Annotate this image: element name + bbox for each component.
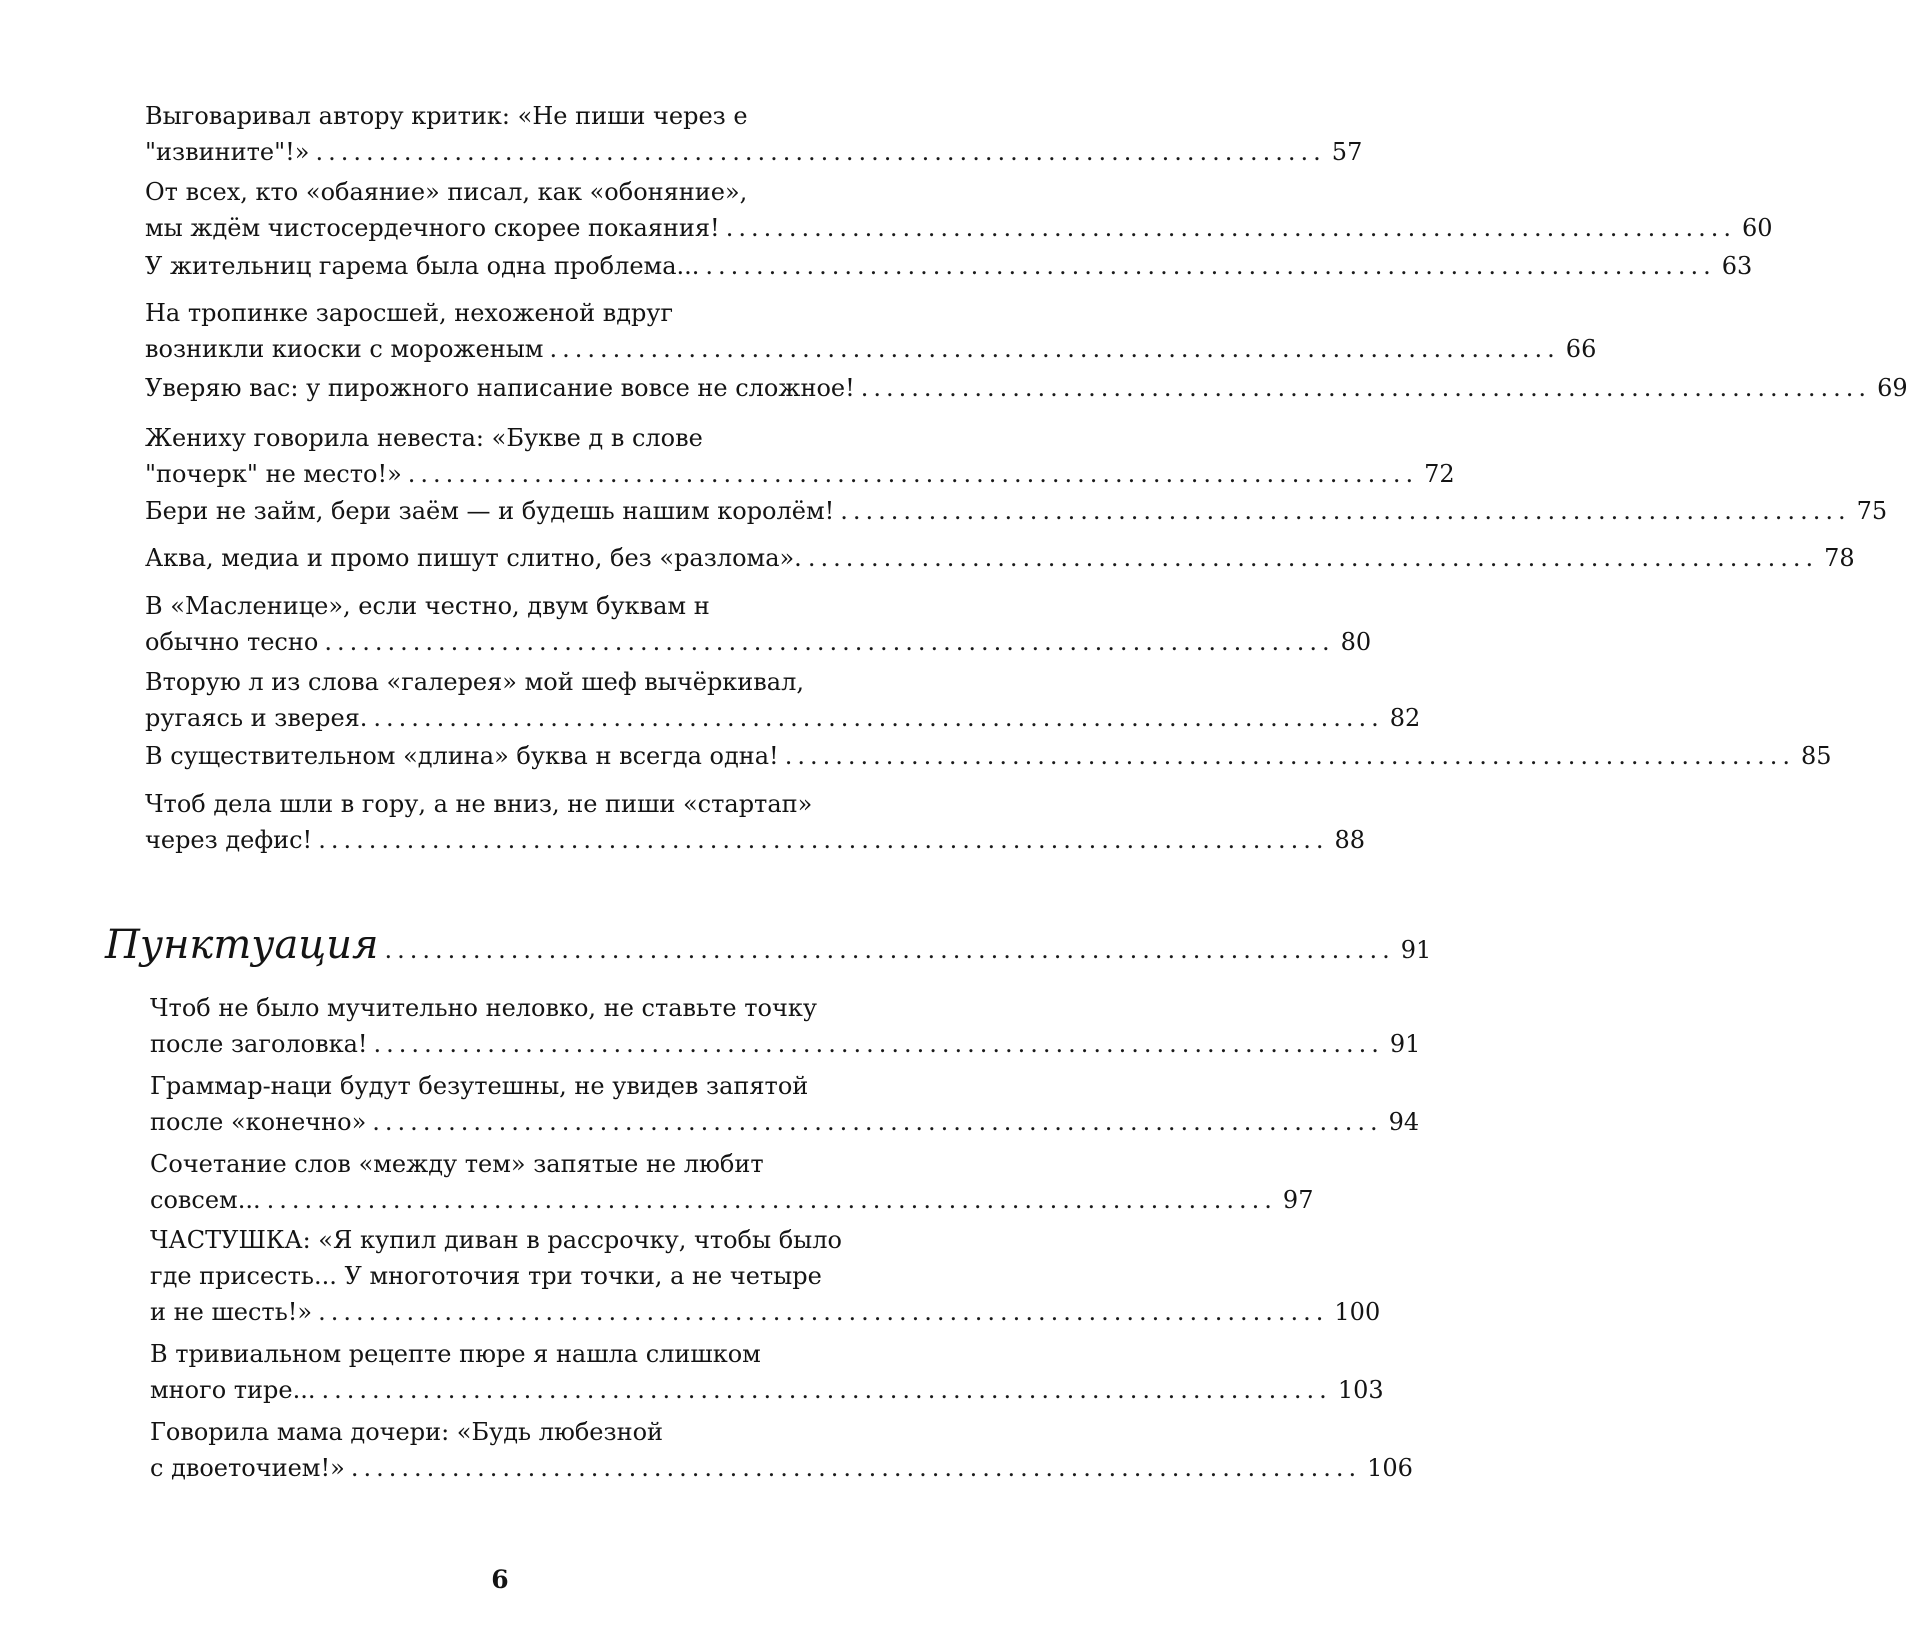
toc-page-number: 72 <box>1424 460 1455 488</box>
toc-page-number: 78 <box>1824 544 1855 572</box>
toc-entry-line: после заголовка! <box>150 1030 368 1058</box>
toc-page-number: 69 <box>1877 374 1908 402</box>
dot-leader: ................................................................................ <box>705 252 1716 280</box>
toc-entry <box>145 786 1366 858</box>
toc-page-number: 91 <box>1389 1030 1421 1058</box>
toc-entry <box>145 420 1455 492</box>
dot-leader: ................................................................................ <box>315 138 1326 166</box>
dot-leader: ................................................................................ <box>266 1186 1277 1214</box>
toc-entry <box>145 98 1363 170</box>
toc-entry <box>150 1414 1413 1486</box>
toc-page-number: 103 <box>1337 1376 1384 1404</box>
toc-entry <box>145 738 1832 774</box>
dot-leader: ................................................................................ <box>549 335 1560 363</box>
toc-entry-line: "почерк" не место!» <box>145 460 402 488</box>
toc-page-number: 88 <box>1334 826 1366 854</box>
toc-entry-line: мы ждём чистосердечного скорее покаяния! <box>145 214 720 242</box>
dot-leader: ................................................................................ <box>350 1454 1362 1482</box>
toc-entry-line: Говорила мама дочери: «Будь любезной <box>150 1418 664 1446</box>
toc-page-number: 82 <box>1389 704 1421 732</box>
toc-entry-line: много тире... <box>150 1376 316 1404</box>
toc-entry <box>145 493 1888 529</box>
toc-page-number: 106 <box>1367 1454 1413 1482</box>
dot-leader: ................................................................................ <box>784 742 1796 770</box>
toc-entry-line: с двоеточием!» <box>150 1454 345 1482</box>
toc-page-number: 94 <box>1388 1108 1420 1136</box>
toc-page-number: 75 <box>1856 497 1888 525</box>
dot-leader: ................................................................................ <box>372 1108 1383 1136</box>
toc-entry-line: Уверяю вас: у пирожного написание вовсе не сложное! <box>145 374 855 402</box>
dot-leader: ................................................................................ <box>840 497 1851 525</box>
toc-entry <box>145 248 1753 284</box>
toc-entry-line: Вторую л из слова «галерея» мой шеф вычёркивал, <box>145 668 804 696</box>
toc-page-number: 57 <box>1331 138 1363 166</box>
toc-entry-line: где присесть... У многоточия три точки, а не четыре <box>150 1262 822 1290</box>
toc-page-number: 100 <box>1334 1298 1381 1326</box>
toc-page-number: 85 <box>1801 742 1832 770</box>
dot-leader: ................................................................................ <box>725 214 1737 242</box>
toc-entry <box>150 1068 1420 1140</box>
toc-entry-line: после «конечно» <box>150 1108 367 1136</box>
toc-entry-line: ругаясь и зверея. <box>145 704 368 732</box>
toc-entry-line: Граммар-наци будут безутешны, не увидев запятой <box>150 1072 809 1100</box>
toc-entry-line: Чтоб не было мучительно неловко, не ставьте точку <box>150 994 817 1022</box>
dot-leader: ................................................................................ <box>860 374 1872 402</box>
toc-page-number: 80 <box>1340 628 1372 656</box>
toc-entry-line: через дефис! <box>145 826 313 854</box>
toc-entry <box>150 1336 1384 1408</box>
footer-page-number: 6 <box>491 1565 509 1594</box>
toc-entry-line: "извините"!» <box>145 138 310 166</box>
section-title: Пунктуация <box>105 922 379 968</box>
toc-entry <box>145 370 1908 406</box>
dot-leader: ................................................................................ <box>407 460 1419 488</box>
toc-entry-line: обычно тесно <box>145 628 319 656</box>
section-heading <box>105 920 1432 975</box>
toc-entry-line: В существительном «длина» буква н всегда одна! <box>145 742 779 770</box>
toc-entry <box>150 1146 1314 1218</box>
toc-entry-line: Сочетание слов «между тем» запятые не любит <box>150 1150 764 1178</box>
toc-entry-line: На тропинке заросшей, нехоженой вдруг <box>145 299 674 327</box>
toc-entry-line: Чтоб дела шли в гору, а не вниз, не пиши «стартап» <box>145 790 813 818</box>
toc-entry <box>145 540 1855 576</box>
toc-page-number: 60 <box>1742 214 1773 242</box>
toc-entry <box>145 295 1597 367</box>
toc-entry-line: ЧАСТУШКА: «Я купил диван в рассрочку, чтобы было <box>150 1226 842 1254</box>
toc-page-number: 66 <box>1565 335 1597 363</box>
section-page-number: 91 <box>1400 936 1432 964</box>
dot-leader: ................................................................................ <box>318 1298 1329 1326</box>
toc-entry <box>145 664 1421 736</box>
toc-entry-line: Жениху говорила невеста: «Букве д в слове <box>145 424 703 452</box>
dot-leader: ................................................................................ <box>807 544 1819 572</box>
toc-entry-line: У жительниц гарема была одна проблема... <box>145 252 700 280</box>
dot-leader: ................................................................................ <box>373 704 1384 732</box>
dot-leader: ................................................................................ <box>384 936 1395 964</box>
toc-page-number: 97 <box>1282 1186 1314 1214</box>
toc-entry-line: возникли киоски с мороженым <box>145 335 544 363</box>
toc-entry-line: и не шесть!» <box>150 1298 313 1326</box>
dot-leader: ................................................................................ <box>324 628 1335 656</box>
toc-entry-line: В «Масленице», если честно, двум буквам н <box>145 592 710 620</box>
dot-leader: ................................................................................ <box>318 826 1329 854</box>
toc-entry-line: В тривиальном рецепте пюре я нашла слишком <box>150 1340 761 1368</box>
toc-entry <box>150 990 1421 1062</box>
toc-entry-line: Выговаривал автору критик: «Не пиши через е <box>145 102 748 130</box>
toc-entry <box>145 174 1773 246</box>
toc-entry-line: Аква, медиа и промо пишут слитно, без «разлома». <box>145 544 802 572</box>
toc-entry <box>150 1222 1381 1330</box>
toc-page-number: 63 <box>1721 252 1753 280</box>
toc-entry-line: Бери не займ, бери заём — и будешь нашим королём! <box>145 497 835 525</box>
toc-entry-line: совсем... <box>150 1186 261 1214</box>
toc-entry-line: От всех, кто «обаяние» писал, как «обоняние», <box>145 178 748 206</box>
dot-leader: ................................................................................ <box>321 1376 1332 1404</box>
dot-leader: ................................................................................ <box>373 1030 1384 1058</box>
toc-entry <box>145 588 1372 660</box>
